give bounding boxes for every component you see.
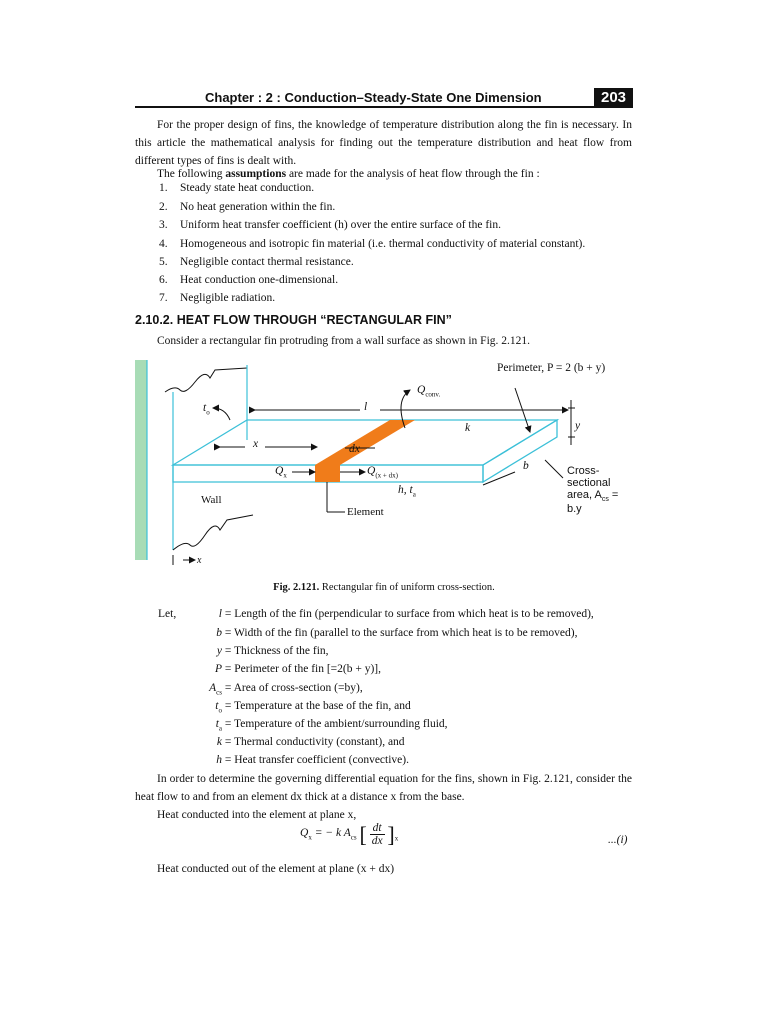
fin-end-face: [483, 420, 557, 482]
definition-row: b = Width of the fin (parallel to the surface from which heat is to be removed),: [216, 627, 578, 639]
definition-row: $t_o$ = Temperature at the base of the fin, and: [215, 700, 411, 715]
element-label: Element: [347, 506, 384, 518]
let-label: Let,: [158, 608, 177, 620]
list-item: 6. Heat conduction one-dimensional.: [159, 274, 339, 286]
wall-label: Wall: [201, 494, 222, 506]
dx-label: dx: [349, 443, 360, 455]
conductivity-label: k: [465, 422, 471, 434]
t0-label: $t_o$: [203, 402, 210, 417]
section-title: 2.10.2. HEAT FLOW THROUGH “RECTANGULAR FIN”: [135, 313, 452, 327]
equation-denominator: dx: [371, 835, 383, 847]
section-intro: Consider a rectangular fin protruding from a wall surface as shown in Fig. 2.121.: [157, 335, 531, 347]
length-label: l: [364, 401, 368, 413]
definition-row: h = Heat transfer coefficient (convective).: [216, 754, 409, 766]
wall-strip: [135, 360, 147, 560]
qxdx-label: $Q_{(x + dx)}$: [367, 465, 398, 480]
axis-x-label: x: [197, 555, 202, 566]
chapter-header: Chapter : 2 : Conduction–Steady-State One Dimension: [205, 90, 542, 105]
list-item: 1. Steady state heat conduction.: [159, 182, 315, 194]
page-number: 203: [594, 88, 633, 108]
q-conv-label: $Q_{conv.}$: [417, 384, 441, 399]
definition-row: y = Thickness of the fin,: [216, 645, 329, 657]
definition-row: P = Perimeter of the fin [=2(b + y)],: [214, 663, 382, 675]
governing-paragraph: In order to determine the governing differential equation for the fins, shown in Fig. 2.121, consider the heat flow to and from an element dx thick at a distance x from the base.: [135, 773, 632, 803]
definition-row: k = Thermal conductivity (constant), and: [216, 736, 405, 748]
definition-row: l = Length of the fin (perpendicular to surface from which heat is to be removed),: [218, 608, 594, 620]
heat-in-text: Heat conducted into the element at plane x,: [157, 809, 357, 821]
definition-row: $A_{cs}$ = Area of cross-section (=by),: [209, 682, 363, 697]
header-rule: [135, 106, 632, 108]
x-label: x: [253, 438, 259, 450]
list-item: 5. Negligible contact thermal resistance.: [159, 256, 354, 268]
list-item: 2. No heat generation within the fin.: [159, 201, 336, 213]
cross-section-label: Cross-sectional area, $A_{cs} = b.y$: [567, 465, 619, 516]
assumptions-intro: The following assumptions are made for the analysis of heat flow through the fin :: [157, 168, 540, 180]
list-item: 3. Uniform heat transfer coefficient (h) over the entire surface of the fin.: [159, 219, 502, 231]
h-ta-label: h, $t_a$: [398, 484, 416, 499]
intro-paragraph: For the proper design of fins, the knowledge of temperature distribution along the fin is necessary. In this article the mathematical analysis for finding out the temperature distribution and heat flow from different types of fins is dealt with.: [135, 119, 632, 167]
equation-ref: ...(i): [608, 834, 628, 846]
figure-caption: Fig. 2.121. Rectangular fin of uniform cross-section.: [273, 582, 495, 593]
perimeter-label: Perimeter, P = 2 (b + y): [497, 362, 606, 374]
list-item: 7. Negligible radiation.: [159, 292, 276, 304]
thickness-label: y: [575, 420, 581, 432]
list-item: 4. Homogeneous and isotropic fin material (i.e. thermal conductivity of material constant).: [159, 238, 586, 250]
definition-row: $t_a$ = Temperature of the ambient/surrounding fluid,: [215, 718, 448, 733]
equation-numerator: dt: [370, 822, 385, 835]
qx-label: $Q_x$: [275, 465, 287, 480]
rectangular-fin-figure: [135, 360, 632, 580]
element-slice: [315, 420, 415, 465]
heat-out-text: Heat conducted out of the element at plane (x + dx): [157, 863, 395, 875]
width-label: b: [523, 460, 529, 472]
equation-i: $Q_x$ = − k $A_{cs}$ [ $\frac{dt}{dx}$ ]$_x$: [300, 821, 399, 847]
